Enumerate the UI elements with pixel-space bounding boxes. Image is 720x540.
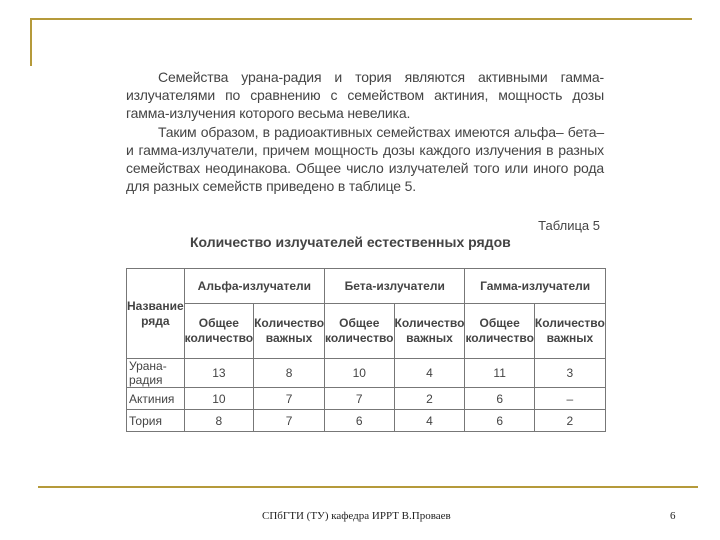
cell-value: 10 — [325, 359, 394, 388]
cell-value: 3 — [534, 359, 605, 388]
row-name: Урана-радия — [127, 359, 185, 388]
table-row — [127, 410, 606, 432]
frame-left-rule — [30, 18, 32, 66]
table-group-header-row — [127, 269, 606, 304]
cell-value: 4 — [394, 359, 465, 388]
cell-value: 7 — [254, 410, 325, 432]
page-number: 6 — [670, 510, 676, 522]
alpha-important-header: Количество важных — [254, 304, 325, 359]
beta-important-header: Количество важных — [394, 304, 465, 359]
gamma-important-header: Количество важных — [534, 304, 605, 359]
row-name: Актиния — [127, 388, 185, 410]
alpha-total-header: Общее количество — [184, 304, 253, 359]
cell-value: 2 — [394, 388, 465, 410]
table-caption: Таблица 5 — [538, 218, 600, 233]
paragraph-1: Семейства урана-радия и тория являются активными гамма-излучателями по сравнению с семейством актиния, мощность дозы гамма-излучения которого весьма невелика. — [126, 69, 604, 122]
cell-value: 2 — [534, 410, 605, 432]
cell-value: 11 — [465, 359, 534, 388]
gamma-total-header: Общее количество — [465, 304, 534, 359]
paragraph-2: Таким образом, в радиоактивных семействах имеются альфа– бета– и гамма-излучатели, причем мощность дозы каждого излучения в разных семействах неодинакова. Общее число излучателей того или иного рода для разных семейств приведено в таблице 5. — [126, 123, 604, 195]
group-alpha-header: Альфа-излучатели — [184, 269, 324, 304]
cell-value: 8 — [254, 359, 325, 388]
frame-top-rule — [30, 18, 692, 20]
footer-text: СПбГТИ (ТУ) кафедра ИРРТ В.Проваев — [262, 510, 451, 522]
cell-value: 10 — [184, 388, 253, 410]
cell-value: 6 — [465, 410, 534, 432]
cell-value: – — [534, 388, 605, 410]
cell-value: 8 — [184, 410, 253, 432]
emitters-table — [126, 268, 606, 432]
footer-rule — [38, 486, 698, 488]
row-name: Тория — [127, 410, 185, 432]
group-gamma-header: Гамма-излучатели — [465, 269, 605, 304]
beta-total-header: Общее количество — [325, 304, 394, 359]
name-header: Название ряда — [127, 269, 185, 359]
table-sub-header-row — [127, 304, 606, 359]
table-title: Количество излучателей естественных рядов — [190, 234, 511, 250]
cell-value: 7 — [254, 388, 325, 410]
cell-value: 7 — [325, 388, 394, 410]
cell-value: 6 — [325, 410, 394, 432]
table-row — [127, 359, 606, 388]
cell-value: 4 — [394, 410, 465, 432]
body-text — [126, 68, 604, 195]
cell-value: 13 — [184, 359, 253, 388]
group-beta-header: Бета-излучатели — [325, 269, 465, 304]
cell-value: 6 — [465, 388, 534, 410]
table-row — [127, 388, 606, 410]
